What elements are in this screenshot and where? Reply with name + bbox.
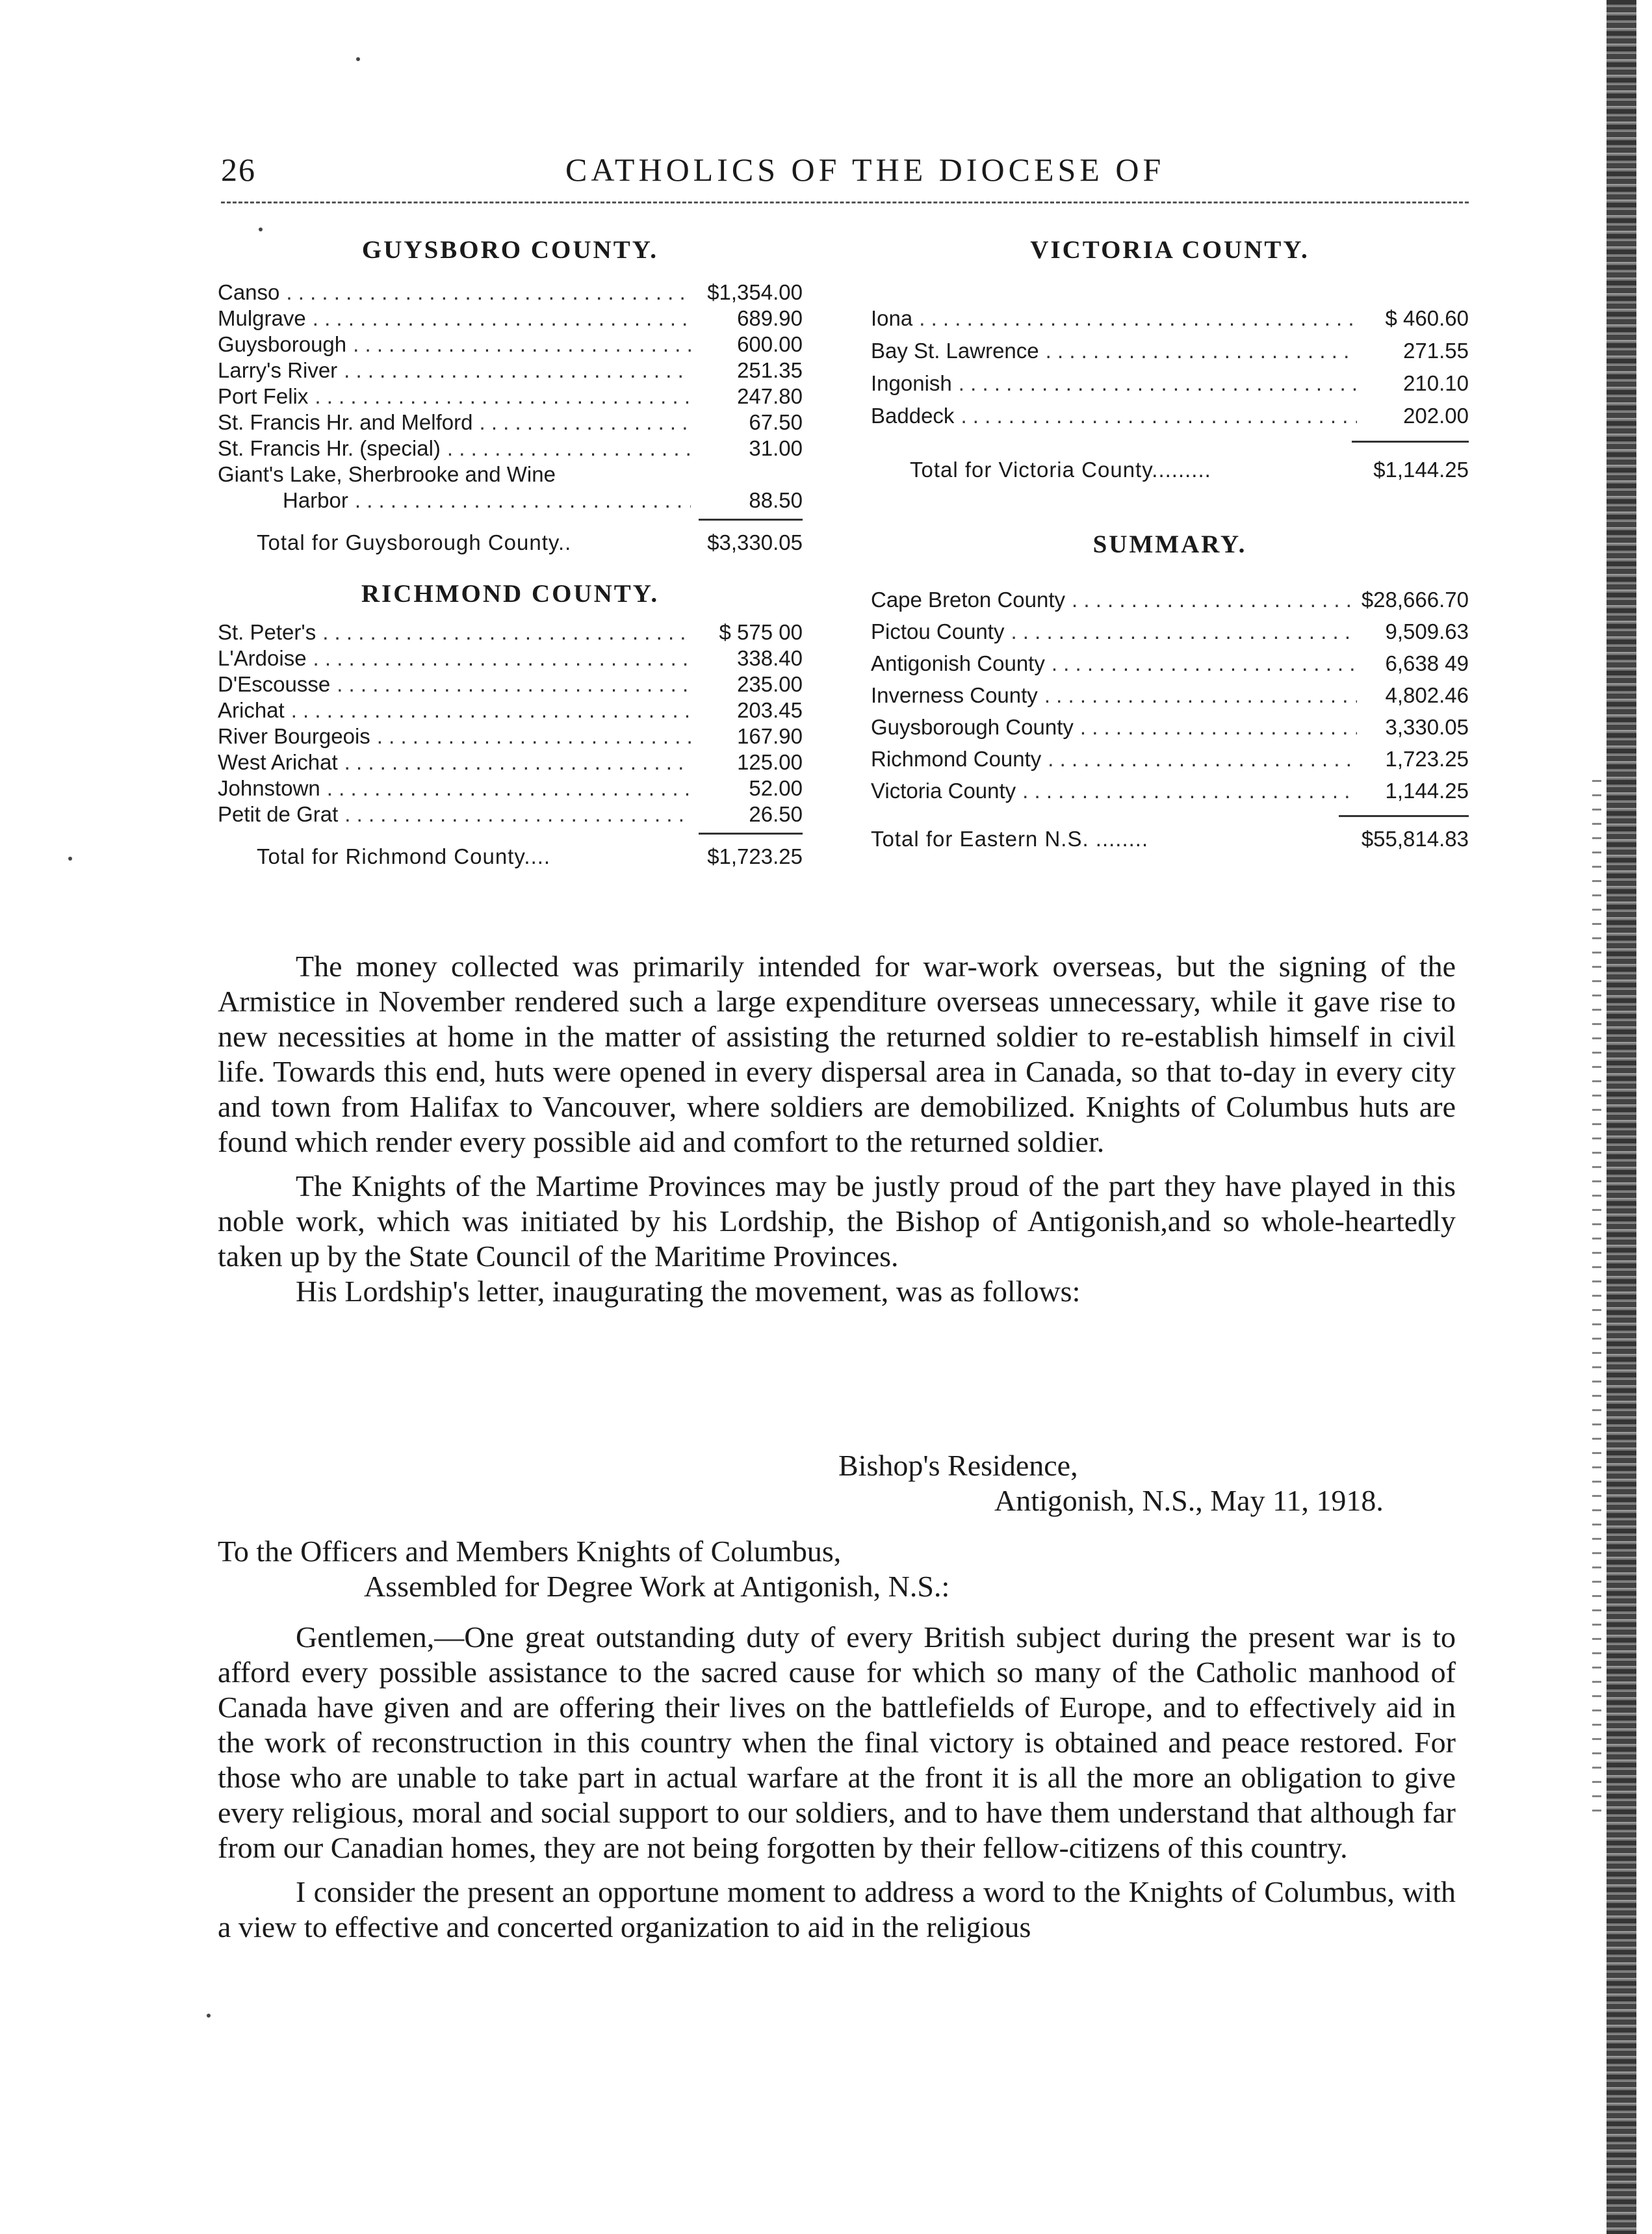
row-name: Harbor — [283, 488, 348, 512]
table-row — [871, 619, 1469, 651]
row-amount: 689.90 — [737, 306, 803, 330]
total-label: Total for Victoria County......... — [910, 458, 1211, 482]
row-name: Ingonish — [871, 371, 952, 395]
row-amount: 26.50 — [749, 802, 803, 826]
row-name: Antigonish County — [871, 651, 1045, 675]
letter-place: Bishop's Residence, — [838, 1449, 1078, 1482]
table-row — [871, 746, 1469, 778]
paragraph: The Knights of the Martime Provinces may be justly proud of the part they have played in this noble work, which was initiated by his Lordship, the Bishop of Antigonish,and so whole-heartedly taken up by the State Council of the Maritime Provinces. — [218, 1169, 1456, 1273]
table-row — [218, 305, 803, 331]
table-row — [218, 279, 803, 305]
row-name: Baddeck — [871, 404, 955, 428]
row-amount: 271.55 — [1403, 339, 1469, 363]
row-name: St. Francis Hr. (special) — [218, 436, 441, 460]
table-row — [871, 370, 1469, 403]
row-name: L'Ardoise — [218, 646, 307, 670]
row-amount: 125.00 — [737, 750, 803, 774]
row-name: Petit de Grat — [218, 802, 339, 826]
total-amount: $3,330.05 — [707, 530, 803, 554]
row-amount: 67.50 — [749, 410, 803, 434]
header-rule — [221, 201, 1469, 203]
table-row — [871, 778, 1469, 810]
total-amount: $1,144.25 — [1373, 458, 1469, 482]
victoria-title: VICTORIA COUNTY. — [1030, 236, 1310, 264]
total-row — [218, 530, 803, 558]
scan-speck — [259, 227, 263, 231]
row-amount: $ 460.60 — [1385, 306, 1469, 330]
table-row — [218, 331, 803, 357]
table-row — [218, 775, 803, 801]
row-amount: 4,802.46 — [1385, 683, 1469, 707]
row-amount: 52.00 — [749, 776, 803, 800]
table-row — [218, 383, 803, 409]
total-amount: $1,723.25 — [707, 844, 803, 868]
row-name: Larry's River — [218, 358, 338, 382]
table-row — [871, 587, 1469, 619]
row-name: Canso — [218, 280, 280, 304]
running-title: CATHOLICS OF THE DIOCESE OF — [565, 151, 1165, 188]
row-amount: 251.35 — [737, 358, 803, 382]
table-row — [218, 645, 803, 671]
sum-rule — [1339, 815, 1469, 817]
total-row — [871, 457, 1469, 486]
row-name: Victoria County — [871, 779, 1016, 803]
row-name: Mulgrave — [218, 306, 306, 330]
scan-speck — [68, 857, 72, 861]
table-row — [218, 671, 803, 697]
table-row — [871, 338, 1469, 370]
body-text — [218, 949, 1456, 1318]
summary-title: SUMMARY. — [1092, 530, 1247, 558]
row-name: Guysborough County — [871, 715, 1074, 739]
row-name: Giant's Lake, Sherbrooke and Wine — [218, 462, 556, 486]
table-row — [218, 487, 803, 513]
total-row — [871, 826, 1469, 855]
row-amount: 167.90 — [737, 724, 803, 748]
page-number: 26 — [221, 151, 256, 188]
letter-date: Antigonish, N.S., May 11, 1918. — [994, 1484, 1384, 1517]
row-name: Arichat — [218, 698, 285, 722]
row-name: Cape Breton County — [871, 588, 1066, 612]
table-row — [871, 651, 1469, 682]
sum-rule — [699, 833, 803, 835]
row-amount: 3,330.05 — [1385, 715, 1469, 739]
total-label: Total for Eastern N.S. ........ — [871, 827, 1149, 851]
row-name: Pictou County — [871, 619, 1005, 643]
row-name: Inverness County — [871, 683, 1038, 707]
sum-rule — [1352, 441, 1469, 443]
table-row — [218, 801, 803, 827]
table-row — [218, 619, 803, 645]
table-row — [218, 461, 803, 487]
summary-table — [871, 587, 1469, 810]
row-name: West Arichat — [218, 750, 338, 774]
row-amount: 235.00 — [737, 672, 803, 696]
paragraph: I consider the present an opportune moment to address a word to the Knights of Columbus, with a view to effective and concerted organization to aid in the religious — [218, 1875, 1456, 1943]
table-row — [218, 357, 803, 383]
right-column — [871, 234, 1469, 855]
total-amount: $55,814.83 — [1361, 827, 1469, 851]
row-name: Bay St. Lawrence — [871, 339, 1039, 363]
total-label: Total for Guysborough County.. — [257, 530, 572, 554]
row-amount: 9,509.63 — [1385, 619, 1469, 643]
row-amount: 338.40 — [737, 646, 803, 670]
row-name: D'Escousse — [218, 672, 331, 696]
victoria-table — [871, 305, 1469, 435]
row-name: Guysborough — [218, 332, 347, 356]
table-row — [218, 749, 803, 775]
row-amount: 1,723.25 — [1385, 747, 1469, 771]
table-row — [218, 723, 803, 749]
running-header — [221, 151, 1475, 196]
scan-edge-artifact-inner — [1592, 780, 1601, 1820]
guysboro-title: GUYSBORO COUNTY. — [361, 236, 659, 264]
scan-speck — [207, 2014, 211, 2018]
row-amount: 210.10 — [1403, 371, 1469, 395]
scan-edge-artifact — [1607, 0, 1636, 2234]
sum-rule — [699, 519, 803, 521]
letter-salutation-line2: Assembled for Degree Work at Antigonish, N.S.: — [364, 1570, 950, 1603]
row-amount: 202.00 — [1403, 404, 1469, 428]
table-row — [871, 714, 1469, 746]
paragraph: Gentlemen,—One great outstanding duty of every British subject during the present war is to afford every possible assistance to the sacred cause for which so many of the Catholic manhood of Canada have given and are offering their lives on the battlefields of Europe, and to effectively aid in the work of reconstruction in this country when the final victory is obtained and peace restored. For those who are unable to take part in actual warfare at the front it is all the more an obligation to give every religious, moral and social support to our soldiers, and to have them understand that although far from our Canadian homes, they are not being forgotten by their fellow-citizens of this country. — [218, 1620, 1456, 1864]
row-name: Port Felix — [218, 384, 309, 408]
row-name: Iona — [871, 306, 913, 330]
table-row — [218, 435, 803, 461]
row-name: River Bourgeois — [218, 724, 370, 748]
row-name: St. Peter's — [218, 620, 316, 644]
letter-body — [218, 1620, 1456, 1954]
row-amount: 6,638 49 — [1385, 651, 1469, 675]
paragraph: His Lordship's letter, inaugurating the movement, was as follows: — [296, 1275, 1081, 1308]
total-row — [218, 844, 803, 872]
row-name: Richmond County — [871, 747, 1042, 771]
row-amount: 1,144.25 — [1385, 779, 1469, 803]
scan-speck — [356, 57, 360, 61]
table-row — [871, 682, 1469, 714]
guysboro-table — [218, 279, 803, 513]
paragraph: The money collected was primarily intended for war-work overseas, but the signing of the Armistice in November rendered such a large expenditure overseas unnecessary, while it gave rise to new necessities at home in the matter of assisting the returned soldier to re-establish himself in civil life. Towards this end, huts were opened in every dispersal area in Canada, so that to-day in every city and town from Halifax to Vancouver, where soldiers are demobilized. Knights of Columbus huts are found which render every possible aid and comfort to the returned soldier. — [218, 950, 1456, 1158]
row-amount: 247.80 — [737, 384, 803, 408]
table-row — [218, 697, 803, 723]
row-amount: $ 575 00 — [719, 620, 803, 644]
richmond-title: RICHMOND COUNTY. — [361, 580, 660, 608]
row-name: Johnstown — [218, 776, 320, 800]
row-amount: 203.45 — [737, 698, 803, 722]
row-name: St. Francis Hr. and Melford — [218, 410, 473, 434]
row-amount: 88.50 — [749, 488, 803, 512]
row-amount: 600.00 — [737, 332, 803, 356]
richmond-table — [218, 619, 803, 827]
table-row — [871, 403, 1469, 435]
table-row — [871, 305, 1469, 338]
table-row — [218, 409, 803, 435]
row-amount: 31.00 — [749, 436, 803, 460]
row-amount: $28,666.70 — [1361, 588, 1469, 612]
row-amount: $1,354.00 — [707, 280, 803, 304]
total-label: Total for Richmond County.... — [257, 844, 551, 868]
letter-salutation-line1: To the Officers and Members Knights of Columbus, — [218, 1535, 842, 1568]
left-column — [218, 234, 803, 872]
